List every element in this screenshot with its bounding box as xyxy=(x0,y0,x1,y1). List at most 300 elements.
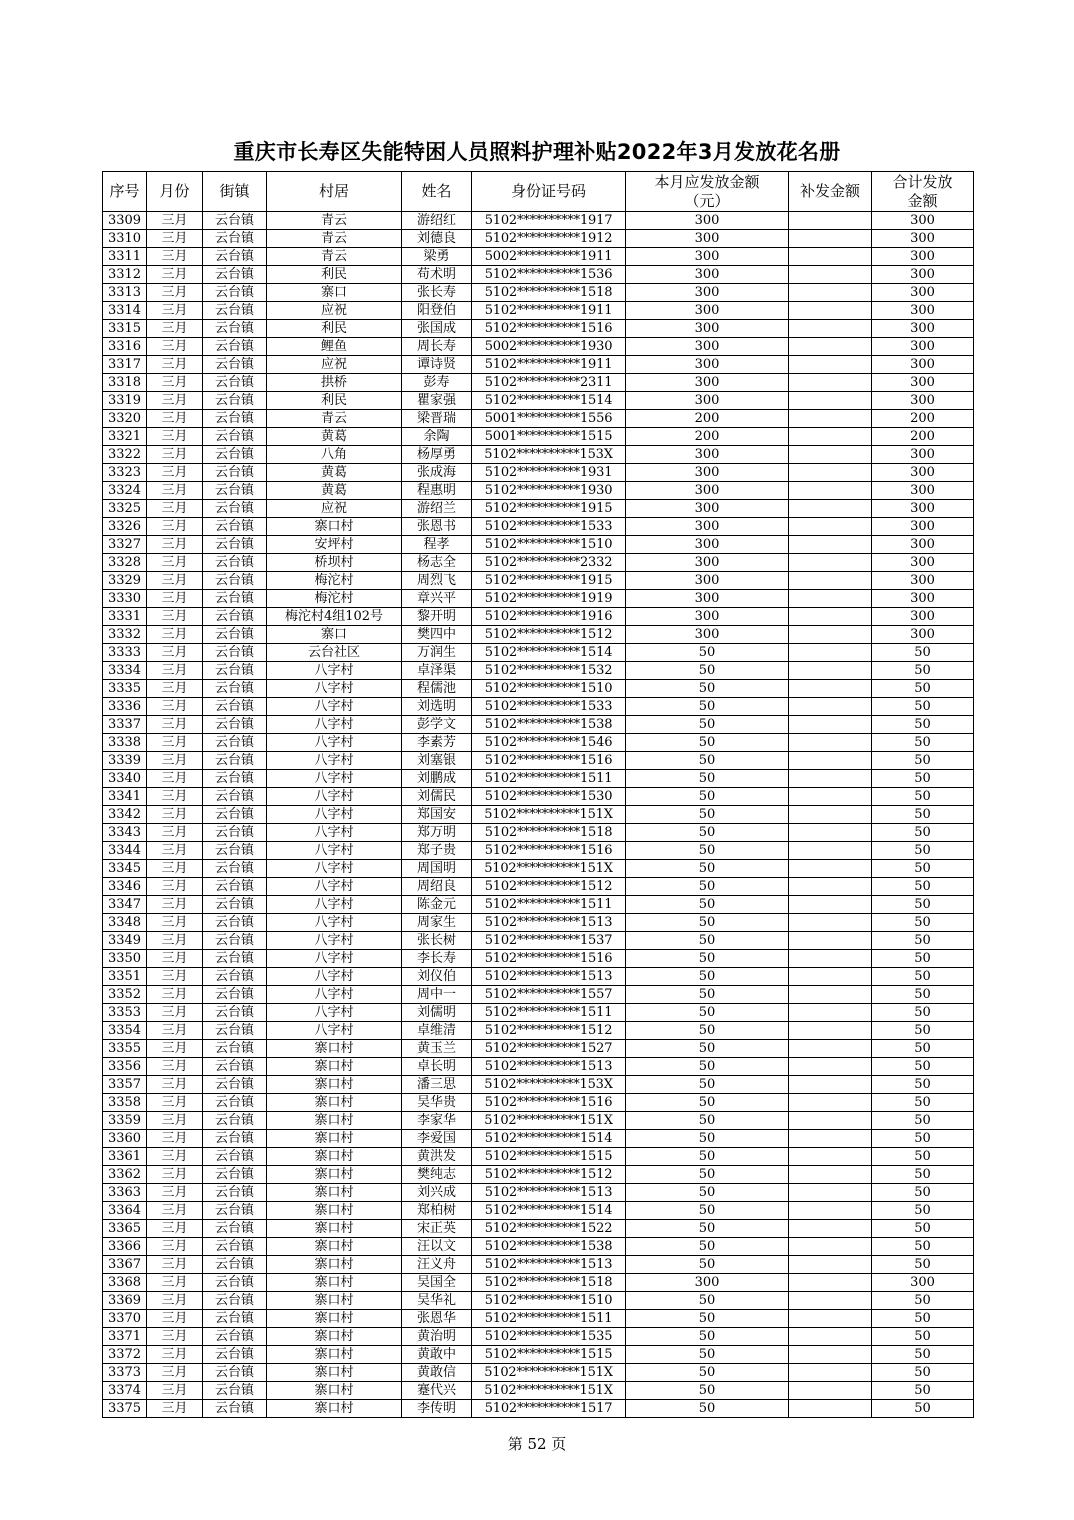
cell-total: 50 xyxy=(872,716,974,734)
cell-village: 寨口村 xyxy=(267,1148,402,1166)
cell-id: 5001**********1515 xyxy=(472,428,626,446)
cell-town: 云台镇 xyxy=(203,1184,267,1202)
cell-supplement xyxy=(789,482,872,500)
cell-seq: 3372 xyxy=(103,1346,147,1364)
cell-village: 寨口村 xyxy=(267,1364,402,1382)
cell-town: 云台镇 xyxy=(203,1112,267,1130)
cell-seq: 3322 xyxy=(103,446,147,464)
table-header xyxy=(103,172,974,212)
cell-name: 黄敢中 xyxy=(402,1346,472,1364)
cell-seq: 3314 xyxy=(103,302,147,320)
cell-village: 桥坝村 xyxy=(267,554,402,572)
table-row xyxy=(103,1400,974,1418)
cell-total: 50 xyxy=(872,1256,974,1274)
cell-name: 张长寿 xyxy=(402,284,472,302)
cell-amount: 50 xyxy=(626,662,789,680)
cell-seq: 3349 xyxy=(103,932,147,950)
cell-month: 三月 xyxy=(147,212,203,230)
header-name: 姓名 xyxy=(402,172,472,212)
cell-amount: 50 xyxy=(626,1400,789,1418)
table-row xyxy=(103,590,974,608)
table-row xyxy=(103,212,974,230)
cell-name: 汪以文 xyxy=(402,1238,472,1256)
cell-village: 八字村 xyxy=(267,878,402,896)
header-month: 月份 xyxy=(147,172,203,212)
cell-seq: 3375 xyxy=(103,1400,147,1418)
table-row xyxy=(103,1148,974,1166)
cell-id: 5102**********153X xyxy=(472,446,626,464)
header-supplement: 补发金额 xyxy=(789,172,872,212)
cell-seq: 3338 xyxy=(103,734,147,752)
cell-amount: 50 xyxy=(626,680,789,698)
cell-name: 宋正英 xyxy=(402,1220,472,1238)
cell-village: 寨口村 xyxy=(267,1076,402,1094)
cell-seq: 3350 xyxy=(103,950,147,968)
cell-village: 梅沱村 xyxy=(267,572,402,590)
cell-name: 刘儒明 xyxy=(402,1004,472,1022)
cell-supplement xyxy=(789,230,872,248)
cell-month: 三月 xyxy=(147,356,203,374)
cell-amount: 300 xyxy=(626,464,789,482)
cell-id: 5102**********1510 xyxy=(472,536,626,554)
cell-month: 三月 xyxy=(147,392,203,410)
cell-amount: 300 xyxy=(626,230,789,248)
cell-total: 300 xyxy=(872,446,974,464)
cell-seq: 3311 xyxy=(103,248,147,266)
cell-id: 5102**********1522 xyxy=(472,1220,626,1238)
cell-amount: 50 xyxy=(626,914,789,932)
cell-town: 云台镇 xyxy=(203,698,267,716)
cell-name: 吴华礼 xyxy=(402,1292,472,1310)
cell-total: 50 xyxy=(872,1364,974,1382)
cell-month: 三月 xyxy=(147,1364,203,1382)
cell-village: 寨口村 xyxy=(267,1256,402,1274)
cell-village: 八字村 xyxy=(267,860,402,878)
cell-name: 卓维清 xyxy=(402,1022,472,1040)
cell-month: 三月 xyxy=(147,464,203,482)
cell-name: 梁勇 xyxy=(402,248,472,266)
cell-town: 云台镇 xyxy=(203,356,267,374)
cell-id: 5102**********1512 xyxy=(472,626,626,644)
cell-supplement xyxy=(789,662,872,680)
table-row xyxy=(103,662,974,680)
cell-month: 三月 xyxy=(147,1400,203,1418)
cell-name: 周家生 xyxy=(402,914,472,932)
cell-id: 5102**********1535 xyxy=(472,1328,626,1346)
cell-amount: 300 xyxy=(626,608,789,626)
cell-amount: 300 xyxy=(626,446,789,464)
cell-seq: 3342 xyxy=(103,806,147,824)
cell-month: 三月 xyxy=(147,626,203,644)
cell-name: 谭诗贤 xyxy=(402,356,472,374)
cell-name: 阳登伯 xyxy=(402,302,472,320)
cell-month: 三月 xyxy=(147,734,203,752)
cell-town: 云台镇 xyxy=(203,896,267,914)
cell-total: 50 xyxy=(872,1058,974,1076)
cell-total: 50 xyxy=(872,1400,974,1418)
table-row xyxy=(103,1040,974,1058)
cell-supplement xyxy=(789,590,872,608)
cell-seq: 3326 xyxy=(103,518,147,536)
cell-id: 5102**********151X xyxy=(472,1112,626,1130)
cell-seq: 3329 xyxy=(103,572,147,590)
cell-village: 寨口村 xyxy=(267,1346,402,1364)
cell-total: 300 xyxy=(872,572,974,590)
cell-supplement xyxy=(789,986,872,1004)
table-row xyxy=(103,1220,974,1238)
cell-supplement xyxy=(789,896,872,914)
cell-town: 云台镇 xyxy=(203,410,267,428)
cell-id: 5102**********1513 xyxy=(472,1184,626,1202)
cell-total: 300 xyxy=(872,500,974,518)
cell-total: 50 xyxy=(872,842,974,860)
cell-town: 云台镇 xyxy=(203,446,267,464)
cell-total: 50 xyxy=(872,698,974,716)
cell-id: 5002**********1911 xyxy=(472,248,626,266)
cell-village: 八字村 xyxy=(267,986,402,1004)
table-row xyxy=(103,734,974,752)
cell-total: 50 xyxy=(872,1076,974,1094)
cell-amount: 50 xyxy=(626,1094,789,1112)
cell-total: 50 xyxy=(872,644,974,662)
table-row xyxy=(103,914,974,932)
cell-name: 张成海 xyxy=(402,464,472,482)
cell-town: 云台镇 xyxy=(203,230,267,248)
cell-town: 云台镇 xyxy=(203,1022,267,1040)
cell-supplement xyxy=(789,1292,872,1310)
table-row xyxy=(103,230,974,248)
header-total-line1: 合计发放 xyxy=(892,172,953,191)
cell-total: 300 xyxy=(872,482,974,500)
table-row xyxy=(103,1004,974,1022)
cell-total: 300 xyxy=(872,248,974,266)
cell-amount: 50 xyxy=(626,734,789,752)
cell-supplement xyxy=(789,968,872,986)
cell-seq: 3309 xyxy=(103,212,147,230)
cell-village: 寨口村 xyxy=(267,1328,402,1346)
cell-name: 张长树 xyxy=(402,932,472,950)
cell-supplement xyxy=(789,680,872,698)
cell-town: 云台镇 xyxy=(203,1346,267,1364)
cell-month: 三月 xyxy=(147,1382,203,1400)
cell-month: 三月 xyxy=(147,644,203,662)
cell-amount: 300 xyxy=(626,626,789,644)
table-row xyxy=(103,1022,974,1040)
cell-name: 瞿家强 xyxy=(402,392,472,410)
cell-town: 云台镇 xyxy=(203,1094,267,1112)
cell-village: 利民 xyxy=(267,320,402,338)
cell-name: 彭寿 xyxy=(402,374,472,392)
table-row xyxy=(103,392,974,410)
table-row xyxy=(103,554,974,572)
cell-month: 三月 xyxy=(147,1184,203,1202)
cell-month: 三月 xyxy=(147,770,203,788)
cell-village: 八字村 xyxy=(267,806,402,824)
cell-town: 云台镇 xyxy=(203,392,267,410)
cell-amount: 50 xyxy=(626,1220,789,1238)
cell-month: 三月 xyxy=(147,1310,203,1328)
header-total-line2: 金额 xyxy=(907,191,938,210)
cell-seq: 3347 xyxy=(103,896,147,914)
cell-month: 三月 xyxy=(147,1238,203,1256)
cell-name: 李素芳 xyxy=(402,734,472,752)
cell-total: 50 xyxy=(872,950,974,968)
table-row xyxy=(103,950,974,968)
cell-village: 八字村 xyxy=(267,698,402,716)
cell-id: 5102**********151X xyxy=(472,1382,626,1400)
cell-village: 利民 xyxy=(267,392,402,410)
cell-amount: 50 xyxy=(626,1148,789,1166)
cell-id: 5102**********1930 xyxy=(472,482,626,500)
cell-total: 50 xyxy=(872,1022,974,1040)
cell-village: 寨口村 xyxy=(267,1058,402,1076)
cell-total: 50 xyxy=(872,1004,974,1022)
table-row xyxy=(103,410,974,428)
cell-total: 300 xyxy=(872,626,974,644)
cell-seq: 3317 xyxy=(103,356,147,374)
cell-name: 吴国全 xyxy=(402,1274,472,1292)
cell-name: 黄洪发 xyxy=(402,1148,472,1166)
cell-id: 5001**********1556 xyxy=(472,410,626,428)
cell-town: 云台镇 xyxy=(203,1076,267,1094)
table-row xyxy=(103,248,974,266)
cell-amount: 50 xyxy=(626,986,789,1004)
cell-name: 彭学文 xyxy=(402,716,472,734)
cell-month: 三月 xyxy=(147,878,203,896)
table-row xyxy=(103,446,974,464)
cell-seq: 3319 xyxy=(103,392,147,410)
cell-name: 程孝 xyxy=(402,536,472,554)
cell-seq: 3374 xyxy=(103,1382,147,1400)
cell-total: 50 xyxy=(872,878,974,896)
table-row xyxy=(103,266,974,284)
cell-seq: 3343 xyxy=(103,824,147,842)
page-number: 第 52 页 xyxy=(507,1435,567,1453)
cell-total: 50 xyxy=(872,896,974,914)
header-amount-line2: （元） xyxy=(684,191,730,210)
cell-amount: 50 xyxy=(626,1112,789,1130)
cell-seq: 3345 xyxy=(103,860,147,878)
cell-supplement xyxy=(789,698,872,716)
cell-name: 程惠明 xyxy=(402,482,472,500)
cell-town: 云台镇 xyxy=(203,1256,267,1274)
table-body xyxy=(103,212,974,1418)
cell-village: 八字村 xyxy=(267,680,402,698)
cell-name: 陈金元 xyxy=(402,896,472,914)
cell-amount: 200 xyxy=(626,410,789,428)
cell-id: 5102**********1512 xyxy=(472,1166,626,1184)
cell-id: 5102**********1514 xyxy=(472,392,626,410)
cell-village: 青云 xyxy=(267,410,402,428)
cell-name: 张恩书 xyxy=(402,518,472,536)
table-row xyxy=(103,284,974,302)
cell-amount: 200 xyxy=(626,428,789,446)
cell-seq: 3348 xyxy=(103,914,147,932)
cell-month: 三月 xyxy=(147,1328,203,1346)
cell-supplement xyxy=(789,518,872,536)
cell-seq: 3356 xyxy=(103,1058,147,1076)
cell-name: 李长寿 xyxy=(402,950,472,968)
cell-supplement xyxy=(789,824,872,842)
cell-month: 三月 xyxy=(147,680,203,698)
cell-id: 5102**********1515 xyxy=(472,1148,626,1166)
cell-total: 300 xyxy=(872,590,974,608)
cell-name: 刘塞银 xyxy=(402,752,472,770)
cell-amount: 300 xyxy=(626,1274,789,1292)
cell-amount: 50 xyxy=(626,806,789,824)
cell-month: 三月 xyxy=(147,1004,203,1022)
cell-amount: 300 xyxy=(626,536,789,554)
cell-supplement xyxy=(789,932,872,950)
table-row xyxy=(103,716,974,734)
cell-amount: 50 xyxy=(626,716,789,734)
cell-name: 潘三思 xyxy=(402,1076,472,1094)
cell-village: 寨口村 xyxy=(267,1292,402,1310)
table-row xyxy=(103,896,974,914)
cell-village: 八字村 xyxy=(267,932,402,950)
cell-month: 三月 xyxy=(147,1202,203,1220)
cell-town: 云台镇 xyxy=(203,842,267,860)
cell-supplement xyxy=(789,1310,872,1328)
cell-amount: 50 xyxy=(626,1130,789,1148)
cell-id: 5102**********1538 xyxy=(472,716,626,734)
cell-town: 云台镇 xyxy=(203,878,267,896)
cell-town: 云台镇 xyxy=(203,716,267,734)
cell-supplement xyxy=(789,1094,872,1112)
cell-supplement xyxy=(789,1166,872,1184)
cell-month: 三月 xyxy=(147,536,203,554)
cell-id: 5102**********1514 xyxy=(472,644,626,662)
cell-amount: 50 xyxy=(626,896,789,914)
cell-seq: 3327 xyxy=(103,536,147,554)
cell-village: 八字村 xyxy=(267,896,402,914)
table-row xyxy=(103,1238,974,1256)
cell-name: 黄敢信 xyxy=(402,1364,472,1382)
cell-amount: 300 xyxy=(626,248,789,266)
cell-supplement xyxy=(789,428,872,446)
cell-seq: 3313 xyxy=(103,284,147,302)
cell-village: 八角 xyxy=(267,446,402,464)
cell-seq: 3318 xyxy=(103,374,147,392)
cell-town: 云台镇 xyxy=(203,788,267,806)
cell-seq: 3340 xyxy=(103,770,147,788)
table-row xyxy=(103,1292,974,1310)
cell-town: 云台镇 xyxy=(203,986,267,1004)
cell-village: 寨口村 xyxy=(267,1040,402,1058)
cell-amount: 300 xyxy=(626,500,789,518)
cell-town: 云台镇 xyxy=(203,1274,267,1292)
table-row xyxy=(103,968,974,986)
table-row xyxy=(103,518,974,536)
cell-amount: 50 xyxy=(626,860,789,878)
table-row xyxy=(103,932,974,950)
cell-month: 三月 xyxy=(147,266,203,284)
cell-seq: 3339 xyxy=(103,752,147,770)
cell-supplement xyxy=(789,392,872,410)
cell-town: 云台镇 xyxy=(203,1310,267,1328)
cell-total: 50 xyxy=(872,734,974,752)
cell-id: 5102**********153X xyxy=(472,1076,626,1094)
cell-id: 5102**********1510 xyxy=(472,1292,626,1310)
cell-supplement xyxy=(789,248,872,266)
cell-village: 寨口村 xyxy=(267,1184,402,1202)
cell-month: 三月 xyxy=(147,590,203,608)
cell-town: 云台镇 xyxy=(203,536,267,554)
cell-amount: 50 xyxy=(626,1256,789,1274)
cell-supplement xyxy=(789,950,872,968)
cell-id: 5102**********1513 xyxy=(472,914,626,932)
cell-seq: 3357 xyxy=(103,1076,147,1094)
cell-name: 杨厚勇 xyxy=(402,446,472,464)
cell-month: 三月 xyxy=(147,824,203,842)
cell-town: 云台镇 xyxy=(203,626,267,644)
header-village: 村居 xyxy=(267,172,402,212)
table-row xyxy=(103,986,974,1004)
cell-seq: 3344 xyxy=(103,842,147,860)
cell-name: 周中一 xyxy=(402,986,472,1004)
cell-amount: 300 xyxy=(626,572,789,590)
cell-amount: 50 xyxy=(626,1310,789,1328)
cell-town: 云台镇 xyxy=(203,932,267,950)
cell-amount: 300 xyxy=(626,590,789,608)
table-row xyxy=(103,1382,974,1400)
cell-total: 50 xyxy=(872,662,974,680)
cell-amount: 50 xyxy=(626,1382,789,1400)
header-amount-line1: 本月应发放金额 xyxy=(654,172,760,191)
cell-town: 云台镇 xyxy=(203,1166,267,1184)
cell-total: 50 xyxy=(872,1220,974,1238)
cell-town: 云台镇 xyxy=(203,662,267,680)
table-row xyxy=(103,1202,974,1220)
cell-id: 5102**********1915 xyxy=(472,500,626,518)
cell-total: 300 xyxy=(872,554,974,572)
cell-village: 八字村 xyxy=(267,716,402,734)
cell-town: 云台镇 xyxy=(203,248,267,266)
cell-total: 50 xyxy=(872,752,974,770)
cell-id: 5102**********1513 xyxy=(472,1256,626,1274)
cell-town: 云台镇 xyxy=(203,1058,267,1076)
cell-month: 三月 xyxy=(147,284,203,302)
cell-amount: 50 xyxy=(626,1040,789,1058)
cell-village: 梅沱村4组102号 xyxy=(267,608,402,626)
cell-total: 300 xyxy=(872,212,974,230)
cell-town: 云台镇 xyxy=(203,554,267,572)
cell-amount: 50 xyxy=(626,1238,789,1256)
table-row xyxy=(103,1274,974,1292)
cell-month: 三月 xyxy=(147,230,203,248)
cell-id: 5102**********1518 xyxy=(472,1274,626,1292)
cell-seq: 3332 xyxy=(103,626,147,644)
cell-seq: 3355 xyxy=(103,1040,147,1058)
cell-month: 三月 xyxy=(147,1058,203,1076)
cell-month: 三月 xyxy=(147,1166,203,1184)
cell-seq: 3315 xyxy=(103,320,147,338)
cell-month: 三月 xyxy=(147,752,203,770)
cell-total: 50 xyxy=(872,1112,974,1130)
cell-seq: 3371 xyxy=(103,1328,147,1346)
cell-total: 300 xyxy=(872,320,974,338)
cell-name: 李家华 xyxy=(402,1112,472,1130)
cell-id: 5102**********1533 xyxy=(472,518,626,536)
cell-name: 李爱国 xyxy=(402,1130,472,1148)
cell-month: 三月 xyxy=(147,248,203,266)
cell-id: 5102**********1530 xyxy=(472,788,626,806)
cell-supplement xyxy=(789,608,872,626)
cell-seq: 3373 xyxy=(103,1364,147,1382)
cell-amount: 50 xyxy=(626,1184,789,1202)
cell-seq: 3310 xyxy=(103,230,147,248)
cell-town: 云台镇 xyxy=(203,1328,267,1346)
